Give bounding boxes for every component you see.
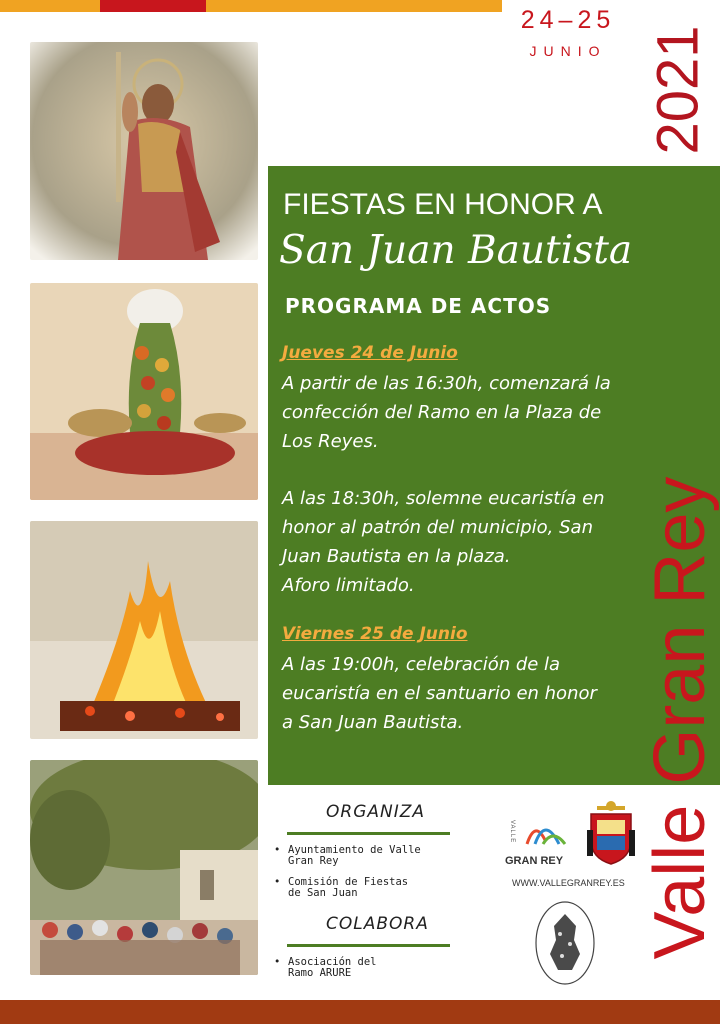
organiza-title: ORGANIZA [326,802,426,822]
day-heading-thursday: Jueves 24 de Junio [282,343,458,363]
valle-gran-rey-logo [505,810,577,868]
logo-text: GRAN REY [505,855,564,867]
ramo-arure-seal-icon [534,900,596,986]
colabora-list [274,957,377,989]
program-item: A las 18:30h, solemne eucaristía en honor al patrón del municipio, San Juan Bautista en la plaza. Aforo limitado. [282,488,605,596]
municipality-vertical-title: Valle Gran Rey [640,476,720,960]
event-dates [503,6,633,59]
plaza-crowd-photo [30,760,258,975]
bottom-accent-bar [0,1000,720,1024]
section-title: PROGRAMA DE ACTOS [285,294,552,318]
headline-saint-name: San Juan Bautista [279,228,633,273]
divider [287,944,450,947]
event-days: 24–25 [520,6,616,34]
list-item: • Asociación del Ramo ARURE [274,957,377,979]
event-year: 2021 [645,25,711,155]
list-item: • Ayuntamiento de Valle Gran Rey [274,845,421,867]
list-item: • Comisión de Fiestas de San Juan [274,877,421,899]
top-accent-bar [0,0,502,12]
headline-fiestas: FIESTAS EN HONOR A [283,188,603,221]
ramo-offering-photo [30,283,258,500]
website-url: WWW.VALLEGRANREY.ES [512,878,625,888]
logo-vertical-text: VALLE [509,820,515,844]
program-item: A las 19:00h, celebración de la eucaristía en el santuario en honor a San Juan Bautista. [282,654,597,733]
event-month: JUNIO [529,43,607,59]
colabora-title: COLABORA [326,914,429,934]
organiza-list [274,845,421,909]
program-item: A partir de las 16:30h, comenzará la confección del Ramo en la Plaza de Los Reyes. [282,373,611,452]
saint-statue-photo [30,42,258,260]
day-heading-friday: Viernes 25 de Junio [282,624,468,644]
divider [287,832,450,835]
coat-of-arms-icon [583,800,639,866]
top-red-accent [100,0,206,12]
bonfire-photo [30,521,258,739]
